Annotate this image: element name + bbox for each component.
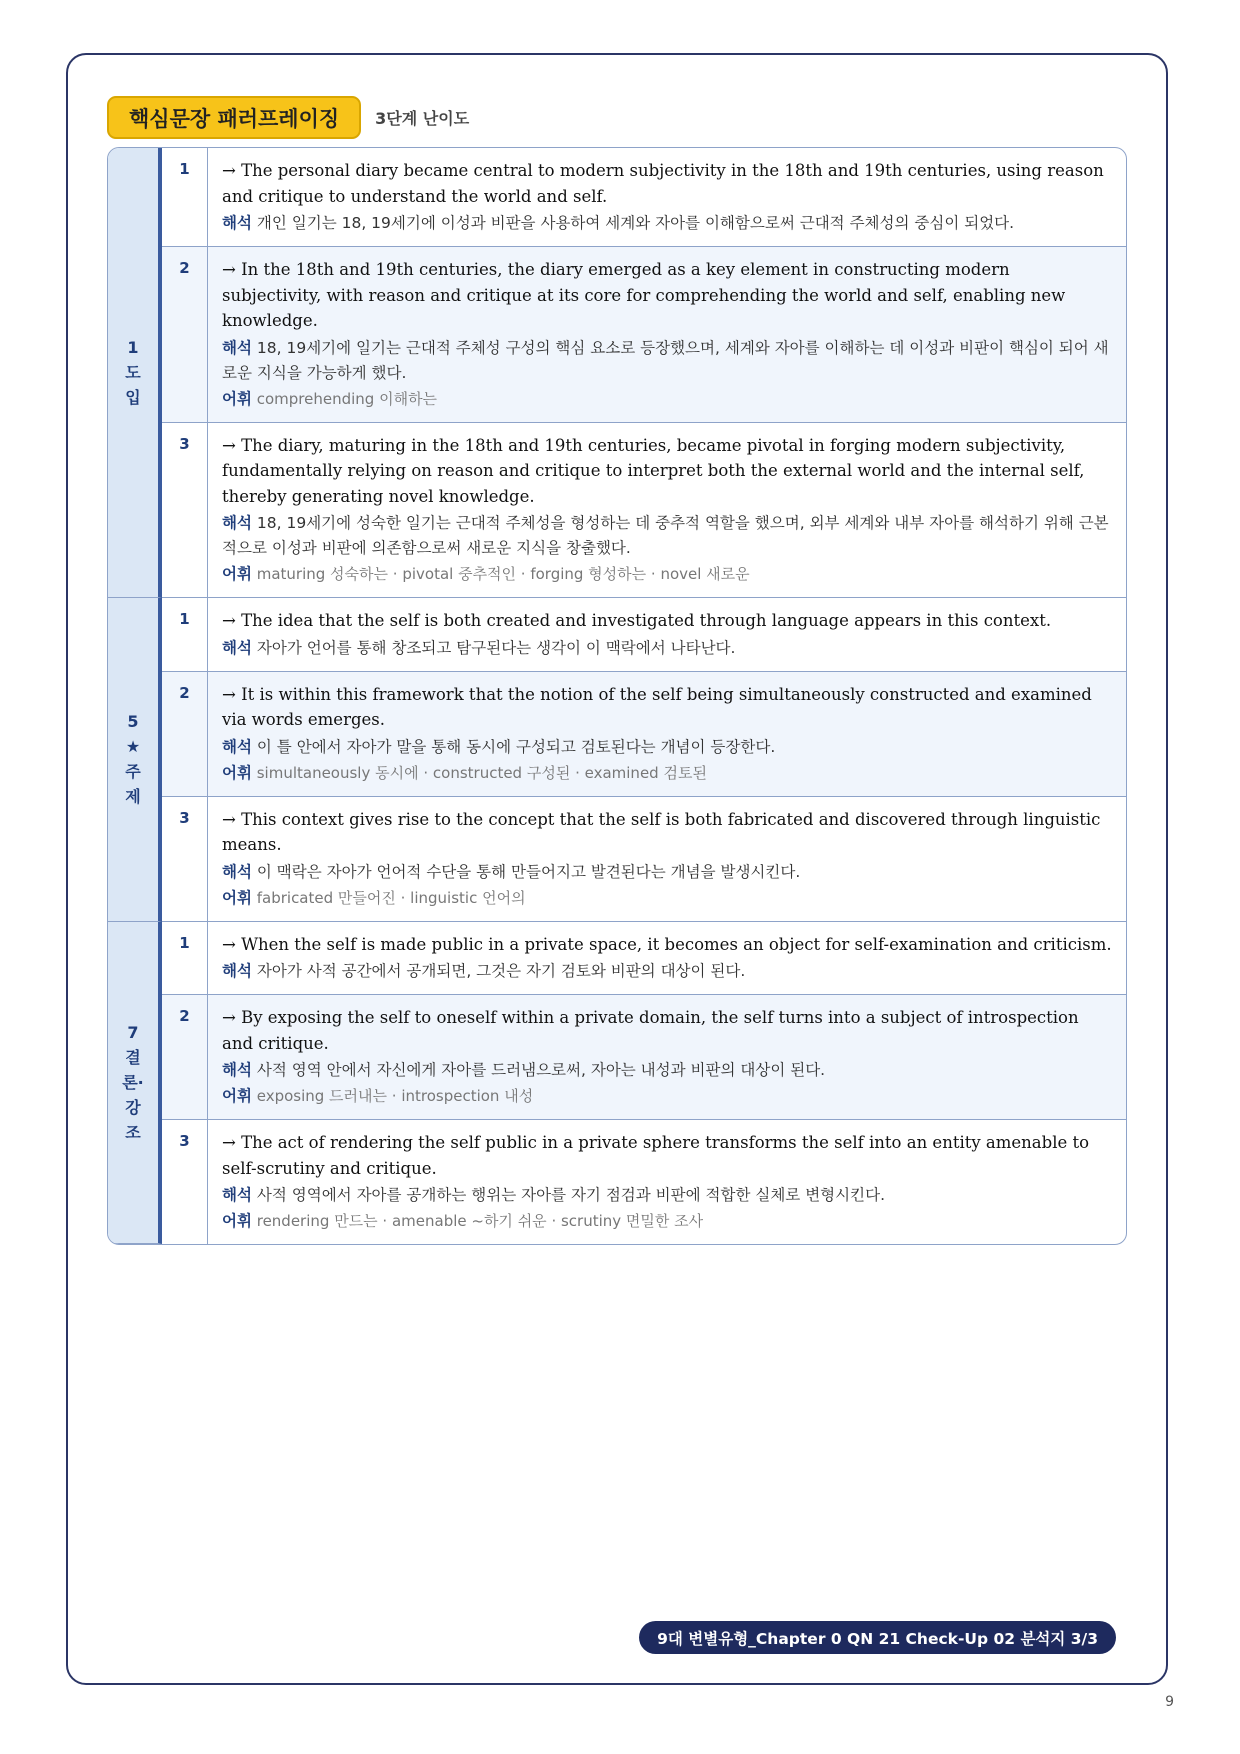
translation-label: 해석	[222, 638, 252, 657]
korean-translation	[222, 860, 1112, 885]
vocabulary	[222, 761, 1112, 786]
table-row	[108, 598, 1126, 672]
vocab-label: 어휘	[222, 1212, 252, 1230]
section-label-char: 주	[125, 762, 141, 782]
row-content	[208, 148, 1126, 247]
row-number: 1	[162, 148, 208, 247]
row-number: 2	[162, 672, 208, 797]
translation-text: 자아가 언어를 통해 창조되고 탐구된다는 생각이 이 맥락에서 나타난다.	[256, 638, 736, 657]
korean-translation	[222, 1058, 1112, 1083]
vocab-text: rendering 만드는 · amenable ~하기 쉬운 · scrutiny 면밀한 조사	[256, 1212, 704, 1230]
section-label-char: 1	[127, 338, 139, 357]
row-number: 1	[162, 922, 208, 996]
vocab-label: 어휘	[222, 763, 252, 782]
vocab-label: 어휘	[222, 1087, 252, 1105]
section-label-char: 강	[125, 1097, 141, 1117]
translation-text: 사적 영역 안에서 자신에게 자아를 드러냄으로써, 자아는 내성과 비판의 대상이 된다.	[256, 1061, 826, 1079]
row-number: 2	[162, 995, 208, 1120]
english-paraphrase: → This context gives rise to the concept that the self is both fabricated and discovered through linguistic means.	[222, 809, 1101, 854]
row-content	[208, 922, 1126, 996]
section-label-char: 제	[125, 787, 141, 807]
english-paraphrase: → When the self is made public in a private space, it becomes an object for self-examination and criticism.	[222, 934, 1112, 954]
row-number: 3	[162, 797, 208, 922]
section-label-char: 도	[125, 363, 141, 382]
row-number: 2	[162, 247, 208, 423]
korean-translation	[222, 1183, 1112, 1208]
table-row	[108, 148, 1126, 247]
table-row	[108, 423, 1126, 599]
translation-label: 해석	[222, 962, 252, 980]
korean-translation	[222, 735, 1112, 760]
vocab-label: 어휘	[222, 389, 252, 408]
paraphrase-table	[107, 147, 1127, 1245]
difficulty-level: 3단계 난이도	[375, 109, 470, 128]
row-number: 3	[162, 423, 208, 599]
vocab-text: maturing 성숙하는 · pivotal 중추적인 · forging 형성하는 · novel 새로운	[256, 565, 750, 583]
section-label-char: 7	[127, 1022, 139, 1042]
vocabulary	[222, 562, 1112, 587]
row-content	[208, 247, 1126, 423]
header	[107, 96, 469, 139]
vocab-text: comprehending 이해하는	[256, 389, 438, 408]
translation-text: 자아가 사적 공간에서 공개되면, 그것은 자기 검토와 비판의 대상이 된다.	[256, 962, 746, 980]
english-paraphrase: → It is within this framework that the notion of the self being simultaneously constructed and examined via words emerges.	[222, 684, 1092, 729]
table-row	[108, 247, 1126, 423]
vocab-text: exposing 드러내는 · introspection 내성	[256, 1087, 534, 1105]
table-row	[108, 797, 1126, 922]
page-number: 9	[1165, 1694, 1174, 1710]
section-title: 핵심문장 패러프레이징	[107, 96, 361, 139]
translation-text: 18, 19세기에 일기는 근대적 주체성 구성의 핵심 요소로 등장했으며, 세계와 자아를 이해하는 데 이성과 비판이 핵심이 되어 새로운 지식을 가능하게 했다.	[222, 338, 1109, 382]
section-label-char: 입	[125, 388, 141, 407]
footer-badge: 9대 변별유형_Chapter 0 QN 21 Check-Up 02 분석지 3/3	[639, 1621, 1116, 1654]
translation-text: 사적 영역에서 자아를 공개하는 행위는 자아를 자기 점검과 비판에 적합한 실체로 변형시킨다.	[256, 1186, 885, 1204]
section-label-char: ★	[125, 737, 141, 757]
table-row	[108, 995, 1126, 1120]
section-label-char: 결	[125, 1047, 141, 1067]
korean-translation	[222, 511, 1112, 561]
row-content	[208, 797, 1126, 922]
row-content	[208, 995, 1126, 1120]
vocab-text: fabricated 만들어진 · linguistic 언어의	[256, 888, 526, 907]
section-label-char: 조	[125, 1122, 141, 1142]
english-paraphrase: → By exposing the self to oneself within a private domain, the self turns into a subject of introspection and critique.	[222, 1008, 1079, 1053]
translation-label: 해석	[222, 862, 252, 881]
vocabulary	[222, 387, 1112, 412]
vocab-text: simultaneously 동시에 · constructed 구성된 · examined 검토된	[256, 763, 707, 782]
vocab-label: 어휘	[222, 888, 252, 907]
row-number: 3	[162, 1120, 208, 1244]
section-label	[108, 148, 162, 598]
translation-text: 18, 19세기에 성숙한 일기는 근대적 주체성을 형성하는 데 중추적 역할을 했으며, 외부 세계와 내부 자아를 해석하기 위해 근본적으로 이성과 비판에 의존함으로써 새로운 지식을 창출했다.	[222, 514, 1109, 557]
section-label-char: 론·	[122, 1072, 144, 1092]
vocabulary	[222, 1084, 1112, 1109]
table-row	[108, 1120, 1126, 1244]
english-paraphrase: → The diary, maturing in the 18th and 19th centuries, became pivotal in forging modern subjectivity, fundamentally relying on reason and critique to interpret both the external world and the internal self, thereby generating novel knowledge.	[222, 435, 1085, 506]
vocabulary	[222, 886, 1112, 911]
section-label	[108, 922, 162, 1245]
korean-translation	[222, 636, 1112, 661]
row-content	[208, 1120, 1126, 1244]
row-content	[208, 598, 1126, 672]
translation-label: 해석	[222, 1061, 252, 1079]
table-row	[108, 922, 1126, 996]
english-paraphrase: → The personal diary became central to modern subjectivity in the 18th and 19th centuries, using reason and critique to understand the world and self.	[222, 161, 1104, 206]
translation-text: 이 맥락은 자아가 언어적 수단을 통해 만들어지고 발견된다는 개념을 발생시킨다.	[256, 862, 801, 881]
english-paraphrase: → In the 18th and 19th centuries, the diary emerged as a key element in constructing modern subjectivity, with reason and critique at its core for comprehending the world and self, enabling new knowledge.	[222, 260, 1066, 330]
row-number: 1	[162, 598, 208, 672]
translation-text: 이 틀 안에서 자아가 말을 통해 동시에 구성되고 검토된다는 개념이 등장한다.	[256, 737, 776, 756]
translation-label: 해석	[222, 737, 252, 756]
korean-translation	[222, 336, 1112, 386]
table-row	[108, 672, 1126, 797]
row-content	[208, 672, 1126, 797]
translation-label: 해석	[222, 214, 252, 232]
translation-label: 해석	[222, 514, 252, 532]
english-paraphrase: → The idea that the self is both created and investigated through language appears in this context.	[222, 611, 1052, 630]
translation-text: 개인 일기는 18, 19세기에 이성과 비판을 사용하여 세계와 자아를 이해함으로써 근대적 주체성의 중심이 되었다.	[256, 214, 1015, 232]
translation-label: 해석	[222, 1186, 252, 1204]
translation-label: 해석	[222, 338, 252, 357]
row-content	[208, 423, 1126, 599]
korean-translation	[222, 211, 1112, 236]
korean-translation	[222, 959, 1112, 984]
vocabulary	[222, 1209, 1112, 1234]
vocab-label: 어휘	[222, 565, 252, 583]
section-label-char: 5	[127, 712, 139, 732]
english-paraphrase: → The act of rendering the self public in a private sphere transforms the self into an entity amenable to self-scrutiny and critique.	[222, 1133, 1090, 1178]
section-label	[108, 598, 162, 922]
